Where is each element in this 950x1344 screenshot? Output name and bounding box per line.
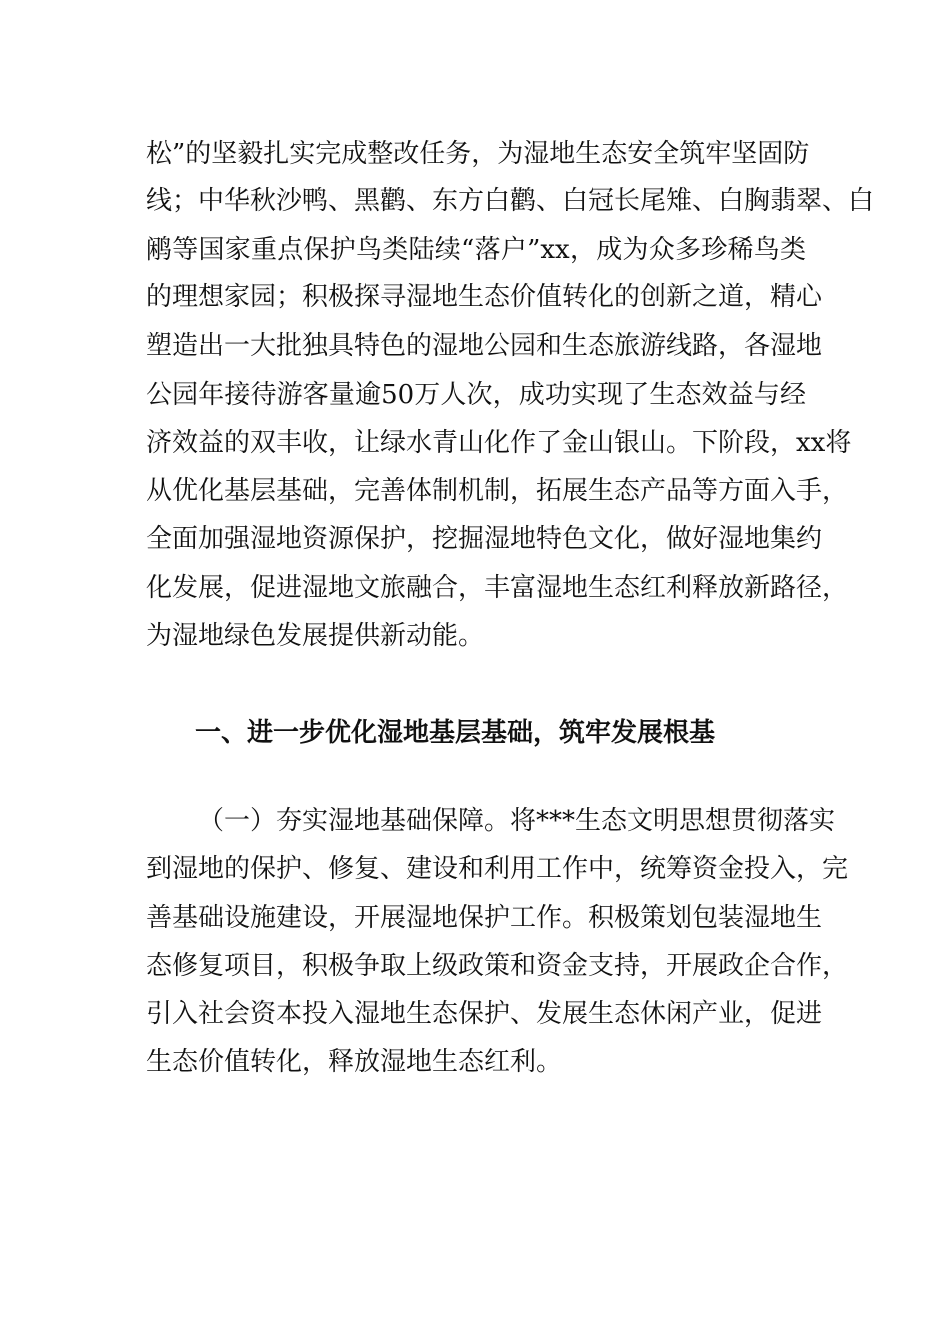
paragraph-line: 塑造出一大批独具特色的湿地公园和生态旅游线路，各湿地 <box>146 331 823 361</box>
paragraph-line: 线；中华秋沙鸭、黑鹳、东方白鹳、白冠长尾雉、白胸翡翠、白 <box>146 186 875 216</box>
paragraph-line: 济效益的双丰收，让绿水青山化作了金山银山。下阶段，xx将 <box>146 428 852 458</box>
paragraph-line: 从优化基层基础，完善体制机制，拓展生态产品等方面入手， <box>146 476 849 506</box>
section-heading: 一、进一步优化湿地基层基础，筑牢发展根基 <box>195 718 716 748</box>
paragraph-line: 引入社会资本投入湿地生态保护、发展生态休闲产业，促进 <box>146 999 823 1029</box>
paragraph-line: 全面加强湿地资源保护，挖掘湿地特色文化，做好湿地集约 <box>146 524 823 554</box>
paragraph-line: 态修复项目，积极争取上级政策和资金支持，开展政企合作， <box>146 951 849 981</box>
paragraph-line: （一）夯实湿地基础保障。将***生态文明思想贯彻落实 <box>198 806 836 836</box>
paragraph-line: 鹇等国家重点保护鸟类陆续“落户”xx，成为众多珍稀鸟类 <box>146 235 806 265</box>
paragraph-line: 到湿地的保护、修复、建设和利用工作中，统筹资金投入，完 <box>146 854 849 884</box>
paragraph-line: 的理想家园；积极探寻湿地生态价值转化的创新之道，精心 <box>146 282 823 312</box>
paragraph-line: 公园年接待游客量逾50万人次，成功实现了生态效益与经 <box>146 380 806 410</box>
paragraph-line: 为湿地绿色发展提供新动能。 <box>146 621 485 651</box>
paragraph-line: 松”的坚毅扎实完成整改任务，为湿地生态安全筑牢坚固防 <box>146 139 810 169</box>
paragraph-line: 善基础设施建设，开展湿地保护工作。积极策划包装湿地生 <box>146 903 823 933</box>
paragraph-line: 生态价值转化，释放湿地生态红利。 <box>146 1047 563 1077</box>
paragraph-line: 化发展，促进湿地文旅融合，丰富湿地生态红利释放新路径， <box>146 573 849 603</box>
